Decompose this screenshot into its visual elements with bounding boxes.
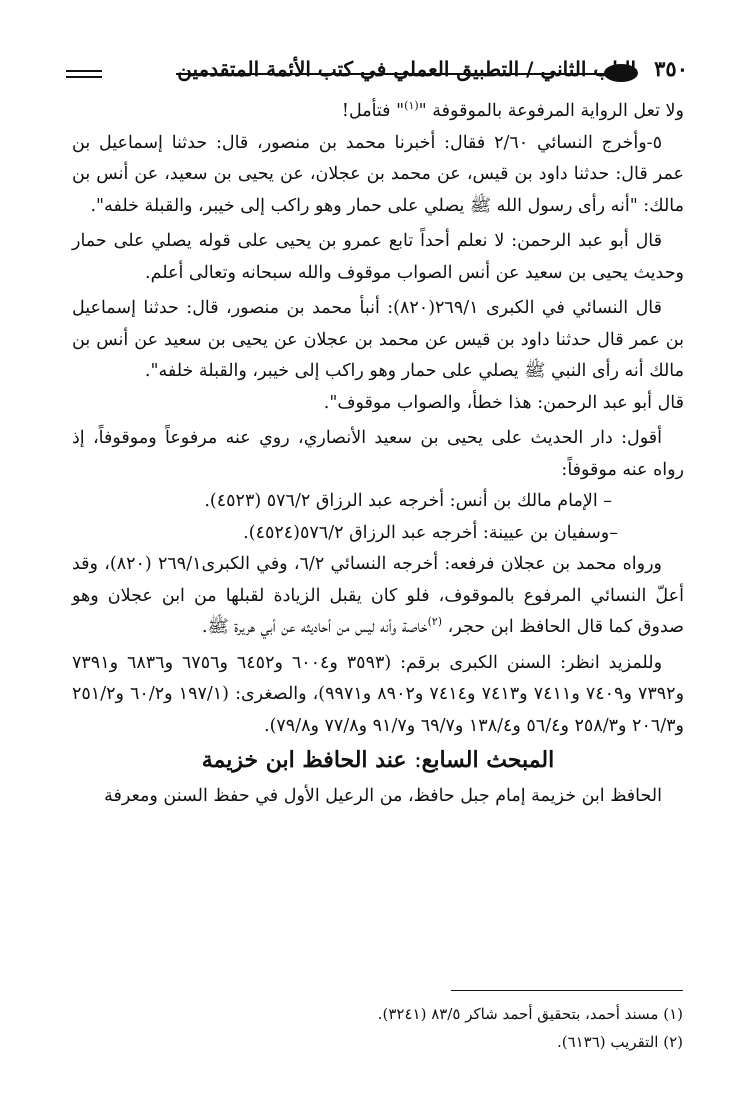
paragraph-10: وللمزيد انظر: السنن الكبرى برقم: (٣٥٩٣ و٦٠٠٤ و٦٤٥٢ و٦٧٥٦ و٦٨٣٦ و٧٣٩١ و٧٣٩٢ و٧٤٠٩ و٧٤١١ و٧٤١٣ و٧٤١٤ و٨٩٠٢ و٩٩٧١)، والصغرى: (١٩٧/١ و٦٠/٢ و٢٥١/٢ و٢٠٦/٣ و٢٥٨/٣ و٥٦/٤ و١٣٨/٤ و٦٩/٧ و٩١/٧ و٧٧/٨ و٧٩/٨).	[72, 652, 685, 736]
footnotes	[71, 1000, 683, 1056]
paragraph-6: أقول: دار الحديث على يحيى بن سعيد الأنصاري، روي عنه مرفوعاً وموقوفاً، إذ رواه عنه موقوفاً:	[72, 428, 684, 480]
paragraph-9	[72, 549, 684, 644]
chapter-title: الباب الثاني / التطبيق العملي في كتب الأئمة المتقدمين	[177, 57, 636, 81]
section-heading-part-a: المبحث السابع	[421, 747, 555, 773]
section-heading-part-b: عند الحافظ ابن خزيمة	[201, 747, 415, 773]
list-item-sufyan: –وسفيان بن عيينة: أخرجه عبد الرزاق ٥٧٦/٢(٤٥٢٤).	[243, 522, 618, 543]
footnote-ref-2: (٢)	[427, 615, 443, 629]
paragraph-1-text: ولا تعل الرواية المرفوعة بالموقوفة "	[418, 101, 684, 121]
page-number: ٣٥٠	[654, 56, 688, 81]
paragraph-2: ٥-وأخرج النسائي ٢/٦٠ فقال: أخبرنا محمد بن منصور، قال: حدثنا إسماعيل بن عمر قال: حدثنا داود بن قيس، عن محمد بن عجلان، عن يحيى بن سعيد، عن أنس بن مالك: "أنه رأى رسول الله ﷺ يصلي على حمار وهو راكب إلى خيبر، والقبلة خلفه".	[72, 132, 684, 216]
paragraph-9-text: ورواه محمد بن عجلان فرفعه: أخرجه النسائي ٦/٢، وفي الكبرى٢٦٩/١ (٨٢٠)، وقد أعلّ النسائي المرفوع بالموقوف، فلو كان يقبل الزيادة لقبلها من ابن عجلان وهو صدوق كما قال الحافظ ابن حجر،	[72, 554, 684, 637]
footnote-2: (٢) التقريب (٦١٣٦).	[556, 1033, 683, 1051]
header-rule-left-top	[66, 70, 102, 72]
paragraph-3: قال أبو عبد الرحمن: لا نعلم أحداً تابع عمرو بن يحيى على قوله يصلي على حمار وحديث يحيى بن سعيد عن أنس الصواب موقوف والله سبحانه وتعالى أعلم.	[72, 231, 684, 283]
paragraph-4: قال النسائي في الكبرى ٢٦٩/١(٨٢٠): أنبأ محمد بن منصور، قال: حدثنا إسماعيل بن عمر قال حدثنا داود بن قيس عن محمد بن عجلان عن يحيى بن سعيد عن أنس بن مالك أنه رأى النبي ﷺ يصلي على حمار وهو راكب إلى خيبر، والقبلة خلفه".	[72, 298, 684, 381]
section-heading-colon: :	[414, 748, 422, 773]
paragraph-11: الحافظ ابن خزيمة إمام جبل حافظ، من الرعيل الأول في حفظ السنن ومعرفة	[104, 785, 662, 806]
footnote-1: (١) مسند أحمد، بتحقيق أحمد شاكر ٨٣/٥ (٣٢٤١).	[377, 1005, 683, 1023]
paragraph-5: قال أبو عبد الرحمن: هذا خطأ، والصواب موقوف".	[323, 392, 684, 413]
paragraph-1-end: " فتأمل!	[341, 101, 405, 121]
footnote-ref-1: (١)	[404, 99, 419, 113]
main-text	[72, 96, 684, 812]
list-item-malik: – الإمام مالك بن أنس: أخرجه عبد الرزاق ٥٧٦/٢ (٤٥٢٣).	[204, 491, 612, 511]
section-heading	[72, 745, 684, 777]
paragraph-9-end: خاصة وأنه ليس من أحاديثه عن أبي هريرة ﷺ.	[202, 617, 428, 637]
header-rule-left-bottom	[66, 76, 102, 78]
footnote-separator	[451, 990, 683, 991]
paragraph-1	[72, 96, 684, 128]
page-header	[66, 52, 688, 96]
